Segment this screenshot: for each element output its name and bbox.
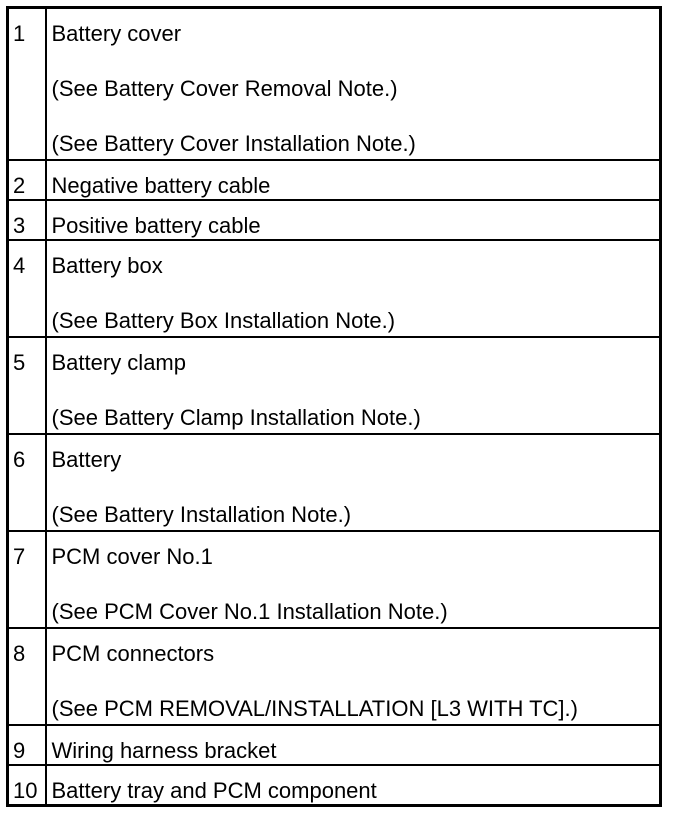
item-note: (See PCM REMOVAL/INSTALLATION [L3 WITH TC].) (51, 695, 578, 721)
item-description (46, 160, 661, 200)
item-note: (See Battery Cover Removal Note.) (51, 76, 398, 101)
item-note: (See PCM Cover No.1 Installation Note.) (51, 598, 448, 624)
item-note: (See Battery Cover Installation Note.) (51, 131, 416, 156)
item-number: 3 (8, 200, 46, 240)
item-note: (See Battery Clamp Installation Note.) (51, 404, 421, 430)
item-description (46, 8, 661, 160)
table-row (8, 240, 661, 337)
item-name: PCM connectors (51, 640, 215, 666)
parts-table (6, 6, 662, 807)
item-name: Positive battery cable (51, 212, 261, 238)
item-description (46, 628, 661, 725)
table-row (8, 200, 661, 240)
item-description (46, 725, 661, 765)
table-row (8, 8, 661, 160)
item-description (46, 240, 661, 337)
item-description (46, 765, 661, 806)
table-row (8, 628, 661, 725)
item-number: 2 (8, 160, 46, 200)
item-name: Battery (51, 446, 122, 472)
item-number: 9 (8, 725, 46, 765)
item-number: 5 (8, 337, 46, 434)
item-description (46, 200, 661, 240)
table-row (8, 725, 661, 765)
item-description (46, 434, 661, 531)
table-row (8, 434, 661, 531)
item-number: 8 (8, 628, 46, 725)
item-number: 6 (8, 434, 46, 531)
item-name: PCM cover No.1 (51, 543, 213, 569)
item-number: 7 (8, 531, 46, 628)
item-number: 4 (8, 240, 46, 337)
table-row (8, 531, 661, 628)
table-row (8, 160, 661, 200)
item-name: Battery tray and PCM component (51, 777, 377, 803)
item-name: Battery clamp (51, 349, 186, 375)
item-number: 10 (8, 765, 46, 806)
item-description (46, 337, 661, 434)
item-note: (See Battery Installation Note.) (51, 501, 352, 527)
item-name: Negative battery cable (51, 172, 271, 198)
item-description (46, 531, 661, 628)
item-name: Battery box (51, 252, 163, 278)
table-row (8, 337, 661, 434)
table-row (8, 765, 661, 806)
item-name: Wiring harness bracket (51, 737, 277, 763)
item-number: 1 (8, 8, 46, 160)
item-note: (See Battery Box Installation Note.) (51, 307, 396, 333)
item-name: Battery cover (51, 21, 182, 46)
